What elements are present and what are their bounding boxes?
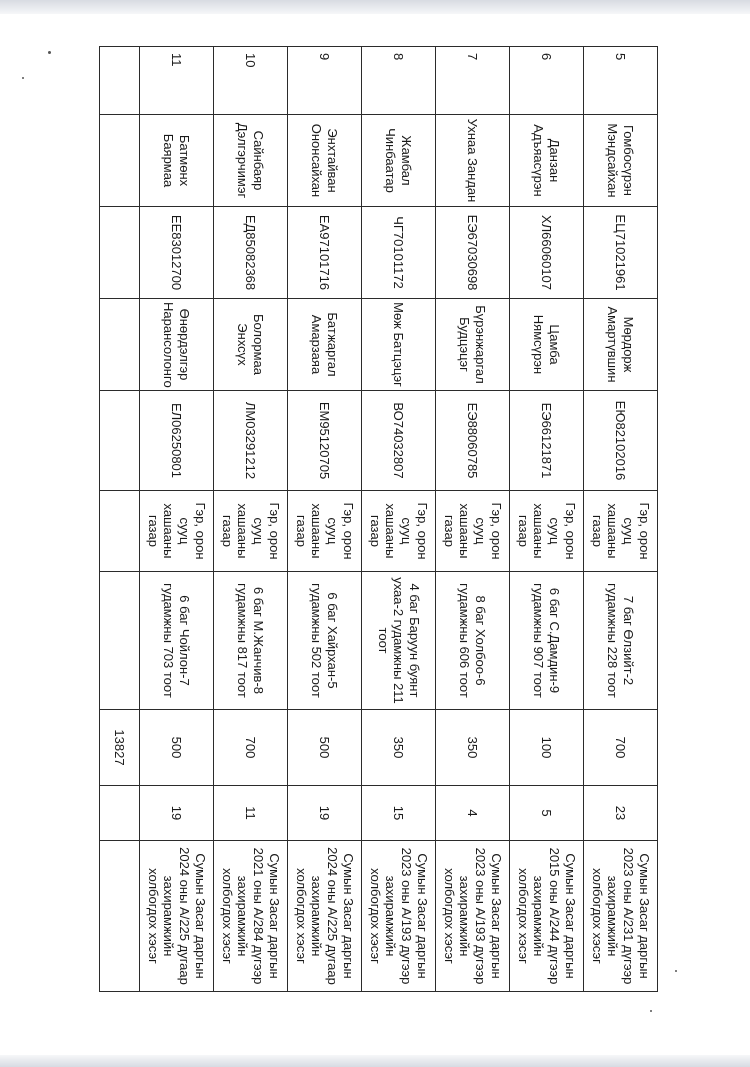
land-purpose: Гэр, орон сууц хашааны газар <box>214 491 288 572</box>
land-address: 4 баг Баруун буянт ухаа-2 гудамжны 211 тоот <box>362 572 436 710</box>
land-purpose: Гэр, орон сууц хашааны газар <box>288 491 362 572</box>
decision-reference: Сумын Засаг даргын 2021 оны А/284 дүгээр захирамжийн холбогдох хэсэг <box>214 841 288 992</box>
citizen-name: Гомбосүрэн Мэндсайхан <box>584 115 658 207</box>
empty-cell <box>100 299 140 391</box>
scan-edge-bottom <box>0 1055 750 1067</box>
table-row <box>584 47 658 992</box>
term-years: 23 <box>584 786 658 841</box>
decision-reference: Сумын Засаг даргын 2024 оны А/225 дугаар захирамжийн холбогдох хэсэг <box>140 841 214 992</box>
citizen-name: Сайнбаяр Дэлгэрчимэг <box>214 115 288 207</box>
citizen-name: Энхтайван Ононсайхан <box>288 115 362 207</box>
co-owner-register-number: ЕЭ66121871 <box>510 391 584 491</box>
empty-cell <box>100 841 140 992</box>
term-years: 11 <box>214 786 288 841</box>
total-area: 13827 <box>100 710 140 786</box>
empty-cell <box>100 115 140 207</box>
citizen-register-number: ЕЦ71021961 <box>584 207 658 299</box>
term-years: 19 <box>288 786 362 841</box>
table-row <box>436 47 510 992</box>
land-purpose: Гэр, орон сууц хашааны газар <box>140 491 214 572</box>
decision-reference: Сумын Засаг даргын 2023 оны А/231 дүгээр захирамжийн холбогдох хэсэг <box>584 841 658 992</box>
row-number: 7 <box>436 47 510 115</box>
co-owner-register-number: ЕЛ06250801 <box>140 391 214 491</box>
citizen-register-number: ЕА97101716 <box>288 207 362 299</box>
empty-cell <box>100 786 140 841</box>
citizen-register-number: ЕЭ67030698 <box>436 207 510 299</box>
land-address: 7 баг Өлзийт-2 гудамжны 228 тоот <box>584 572 658 710</box>
row-number: 11 <box>140 47 214 115</box>
term-years: 15 <box>362 786 436 841</box>
citizen-register-number: ЕЕ83012700 <box>140 207 214 299</box>
citizen-name: Жамбал Чинбаатар <box>362 115 436 207</box>
decision-reference: Сумын Засаг даргын 2015 оны А/244 дүгээр захирамжийн холбогдох хэсэг <box>510 841 584 992</box>
scan-speck <box>675 970 677 972</box>
scan-speck <box>48 51 51 54</box>
row-number: 6 <box>510 47 584 115</box>
co-owner-name: Цамба Нямсүрэн <box>510 299 584 391</box>
co-owner-register-number: ВО74032807 <box>362 391 436 491</box>
land-allocation-table <box>99 46 658 992</box>
co-owner-name: Бүрэнжаргал Будцэцэг <box>436 299 510 391</box>
land-purpose: Гэр, орон сууц хашааны газар <box>362 491 436 572</box>
table-body <box>100 47 658 992</box>
row-number: 5 <box>584 47 658 115</box>
co-owner-register-number: ЛМ03291212 <box>214 391 288 491</box>
decision-reference: Сумын Засаг даргын 2023 оны А/193 дугээр захирамжийн холбогдох хэсэг <box>362 841 436 992</box>
table-row <box>288 47 362 992</box>
land-address: 8 баг Холбоо-6 гудамжны 606 тоот <box>436 572 510 710</box>
land-area: 700 <box>214 710 288 786</box>
empty-cell <box>100 391 140 491</box>
table-row <box>214 47 288 992</box>
land-address: 6 баг Чойлон-7 гудамжны 703 тоот <box>140 572 214 710</box>
term-years: 19 <box>140 786 214 841</box>
table-row <box>140 47 214 992</box>
land-area: 700 <box>584 710 658 786</box>
co-owner-name: Өнөрдэлгэр Нарансолонго <box>140 299 214 391</box>
table-row <box>362 47 436 992</box>
decision-reference: Сумын Засаг даргын 2023 оны А/193 дугээр захирамжийн холбогдох хэсэг <box>436 841 510 992</box>
land-purpose: Гэр, орон сууц хашааны газар <box>436 491 510 572</box>
total-row <box>100 47 140 992</box>
land-purpose: Гэр, орон сууц хашааны газар <box>510 491 584 572</box>
land-area: 500 <box>288 710 362 786</box>
co-owner-name: Мөж Батцэцэг <box>362 299 436 391</box>
decision-reference: Сумын Засаг даргын 2024 оны А/225 дугаар захирамжийн холбогдох хэсэг <box>288 841 362 992</box>
citizen-register-number: ЕД85082368 <box>214 207 288 299</box>
citizen-name: Батмөнх Баярмаа <box>140 115 214 207</box>
citizen-name: Ухнаа Зандан <box>436 115 510 207</box>
scan-edge-top <box>0 0 750 14</box>
row-number: 10 <box>214 47 288 115</box>
empty-cell <box>100 572 140 710</box>
term-years: 5 <box>510 786 584 841</box>
rotated-page <box>95 46 658 991</box>
co-owner-name: Мөрдорж Амартүвшин <box>584 299 658 391</box>
row-number: 8 <box>362 47 436 115</box>
land-area: 500 <box>140 710 214 786</box>
empty-cell <box>100 491 140 572</box>
citizen-name: Данзан Адъяасүрэн <box>510 115 584 207</box>
empty-cell <box>100 47 140 115</box>
scan-speck <box>650 1010 652 1012</box>
co-owner-register-number: ЕЭ88060785 <box>436 391 510 491</box>
land-area: 100 <box>510 710 584 786</box>
table-row <box>510 47 584 992</box>
land-address: 6 баг С.Дамдин-9 гудамжны 907 тоот <box>510 572 584 710</box>
land-area: 350 <box>362 710 436 786</box>
citizen-register-number: ХЛ66060107 <box>510 207 584 299</box>
land-area: 350 <box>436 710 510 786</box>
citizen-register-number: ЧГ70101172 <box>362 207 436 299</box>
co-owner-register-number: ЕМ95120705 <box>288 391 362 491</box>
land-address: 6 баг М.Жанчив-8 гудамжны 817 тоот <box>214 572 288 710</box>
scan-speck <box>22 77 24 79</box>
row-number: 9 <box>288 47 362 115</box>
co-owner-name: Болормаа Энхсүх <box>214 299 288 391</box>
term-years: 4 <box>436 786 510 841</box>
empty-cell <box>100 207 140 299</box>
co-owner-register-number: ЕЮ82102016 <box>584 391 658 491</box>
co-owner-name: Батжаргал Амарзаяа <box>288 299 362 391</box>
land-purpose: Гэр, орон сууц хашааны газар <box>584 491 658 572</box>
land-address: 6 баг Хайрхан-5 гудамжны 502 тоот <box>288 572 362 710</box>
